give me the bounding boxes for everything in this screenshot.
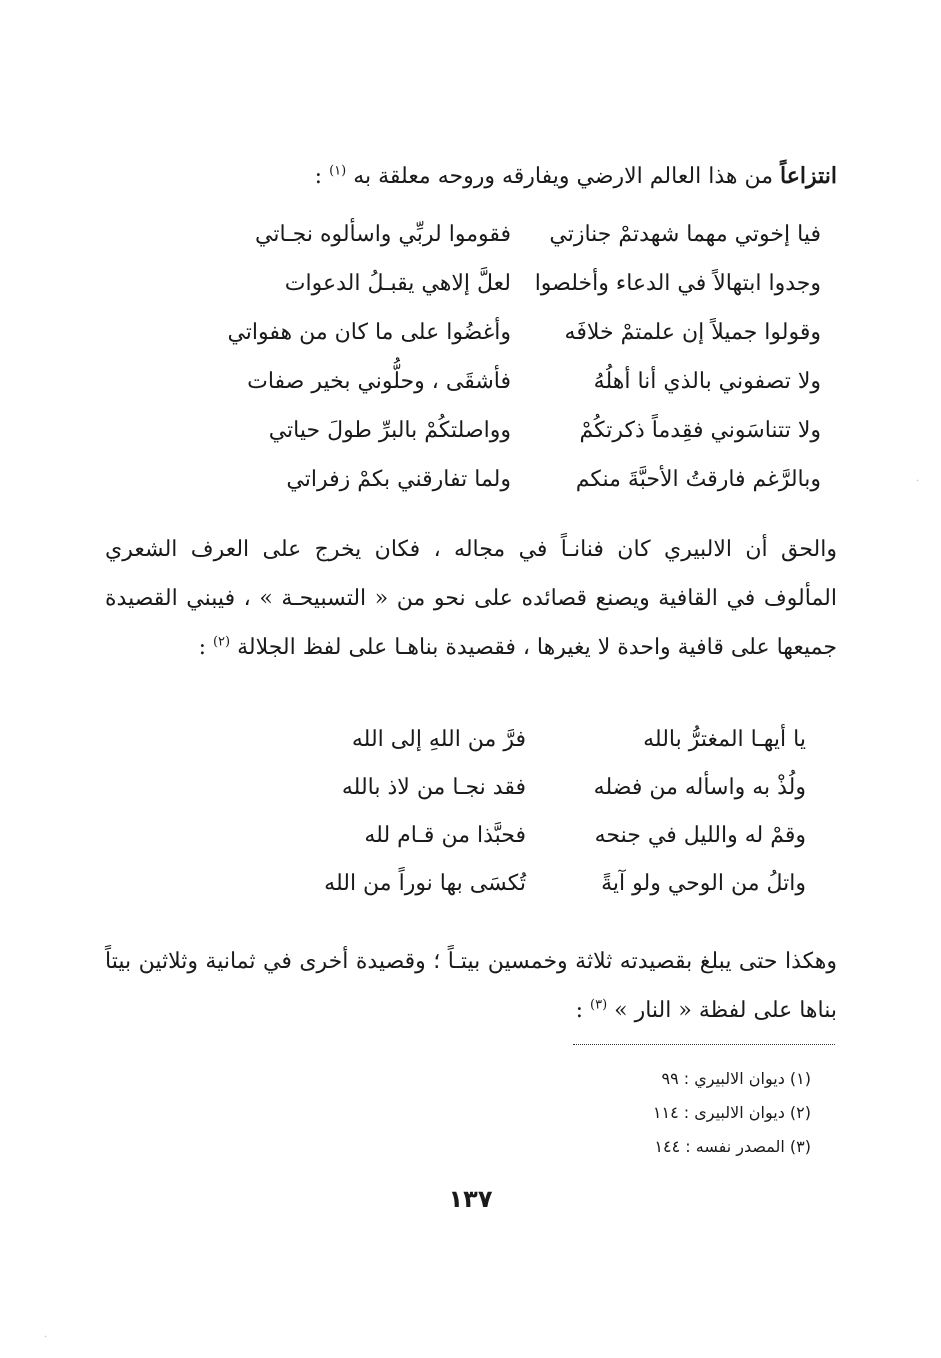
body-paragraph <box>105 937 837 1035</box>
footnotes <box>491 1062 811 1164</box>
verse-second-hemistich: وأغضُوا على ما كان من هفواتي <box>227 320 511 345</box>
footnote-number: (٢) <box>789 1103 811 1122</box>
verse-line <box>221 210 821 259</box>
scan-speck: · <box>916 476 920 487</box>
verse-second-hemistich: فأشقَى ، وحلُّوني بخير صفات <box>247 369 511 394</box>
verse-second-hemistich: فرَّ من اللهِ إلى الله <box>351 727 526 752</box>
footnote-number: (٣) <box>789 1137 811 1156</box>
verse-line <box>221 259 821 308</box>
verse-second-hemistich: وواصلتكُمْ بالبرِّ طولَ حياتي <box>268 418 511 443</box>
poem-funeral <box>221 210 821 504</box>
paragraph-text: والحق أن الالبيري كان فنانـاً في مجاله ، فكان يخرج على العرف الشعري المألوف في القافية ويصنع قصائده على نحو من « التسبيحـة » ، فيبني القصيدة جميعها على قافية واحدة لا يغيرها ، فقصيدة بناهـا على لفظ الجلالة <box>105 537 837 660</box>
verse-first-hemistich: ولُذْ به واسأله من فضله <box>593 775 806 800</box>
verse-second-hemistich: تُكسَى بها نوراً من الله <box>324 871 526 896</box>
verse-line <box>221 406 821 455</box>
paragraph-colon: : <box>198 635 213 660</box>
verse-second-hemistich: ولما تفارقني بكمْ زفراتي <box>286 467 511 492</box>
verse-second-hemistich: فحبَّذا من قـام لله <box>364 823 526 848</box>
footnote-text: ديوان الالبيري : ٩٩ <box>661 1069 785 1088</box>
verse-line <box>246 716 806 764</box>
verse-first-hemistich: وقولوا جميلاً إن علمتمْ خلافَه <box>564 320 821 345</box>
verse-line <box>246 764 806 812</box>
verse-line <box>246 812 806 860</box>
verse-line <box>221 357 821 406</box>
footnote <box>491 1062 811 1096</box>
verse-line <box>246 860 806 908</box>
footnote <box>491 1130 811 1164</box>
footnote-text: المصدر نفسه : ١٤٤ <box>654 1137 785 1156</box>
verse-first-hemistich: واتلُ من الوحي ولو آيةً <box>601 871 806 896</box>
footnote-ref-2: (٢) <box>212 634 231 650</box>
verse-first-hemistich: وبالرَّغم فارقتُ الأحبَّةَ منكم <box>575 467 821 492</box>
verse-first-hemistich: وجدوا ابتهالاً في الدعاء وأخلصوا <box>534 271 821 296</box>
intro-lead-word: انتزاعاً <box>780 163 837 189</box>
poem-divine-name <box>246 716 806 908</box>
footnote-divider <box>573 1044 835 1045</box>
footnote-ref-3: (٣) <box>590 997 608 1013</box>
footnote-number: (١) <box>789 1069 811 1088</box>
intro-paragraph <box>105 152 837 201</box>
verse-first-hemistich: وقمْ له والليل في جنحه <box>594 823 806 848</box>
verse-second-hemistich: فقوموا لربِّي واسألوه نجـاتي <box>255 222 511 247</box>
paragraph-text: وهكذا حتى يبلغ بقصيدته ثلاثة وخمسين بيتـاً ؛ وقصيدة أخرى في ثمانية وثلاثين بيتاً بناها على لفظة « النار » <box>105 949 837 1023</box>
paragraph-colon: : <box>575 998 590 1023</box>
verse-second-hemistich: فقد نجـا من لاذ بالله <box>341 775 526 800</box>
intro-colon: : <box>314 164 330 189</box>
verse-first-hemistich: يا أيهـا المغترُّ بالله <box>643 727 806 752</box>
scan-speck: · <box>44 1332 48 1343</box>
footnote <box>491 1096 811 1130</box>
page-number: ١٣٧ <box>448 1185 493 1213</box>
verse-line <box>221 308 821 357</box>
verse-first-hemistich: فيا إخوتي مهما شهدتمْ جنازتي <box>549 222 821 247</box>
verse-second-hemistich: لعلَّ إلاهي يقبـلُ الدعوات <box>284 271 511 296</box>
body-paragraph <box>105 525 837 672</box>
verse-line <box>221 455 821 504</box>
verse-first-hemistich: ولا تصفوني بالذي أنا أهلُهُ <box>593 369 821 394</box>
footnote-ref-1: (١) <box>329 163 347 179</box>
verse-first-hemistich: ولا تتناسَوني فقِدماً ذكرتكُمْ <box>579 418 821 443</box>
intro-text: من هذا العالم الارضي ويفارقه وروحه معلقة به <box>353 164 781 189</box>
footnote-text: ديوان الالبيرى : ١١٤ <box>652 1103 785 1122</box>
